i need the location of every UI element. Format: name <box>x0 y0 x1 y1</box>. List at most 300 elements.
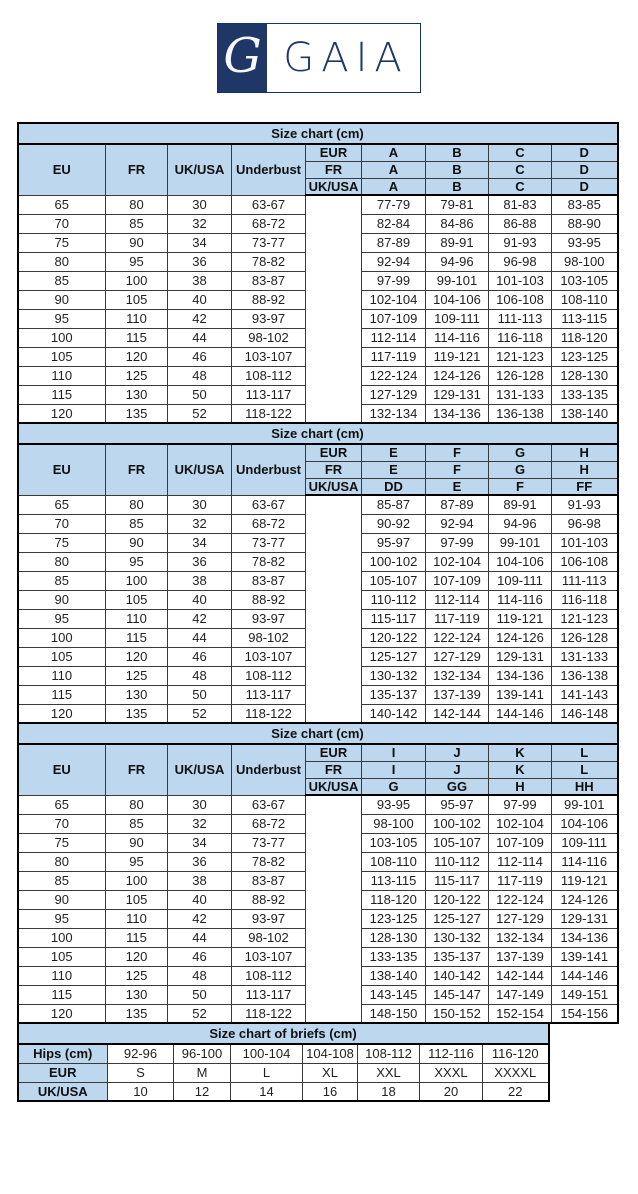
cup-size-header: B <box>426 178 489 195</box>
data-cell: 102-104 <box>426 552 489 571</box>
data-cell: 48 <box>168 366 232 385</box>
data-cell: 140-142 <box>362 704 426 723</box>
cup-size-header: DD <box>362 478 426 495</box>
cup-size-header: A <box>362 161 426 178</box>
cup-size-header: E <box>362 461 426 478</box>
data-cell: 73-77 <box>232 533 306 552</box>
data-cell: XXXXL <box>483 1063 549 1082</box>
data-cell: 88-92 <box>232 890 306 909</box>
data-cell: 135 <box>106 1004 168 1023</box>
data-cell: 100 <box>18 328 106 347</box>
data-cell: 30 <box>168 495 232 514</box>
data-cell: 130 <box>106 985 168 1004</box>
data-cell: 96-98 <box>552 514 618 533</box>
cup-size-header: G <box>489 444 552 461</box>
data-cell: 63-67 <box>232 495 306 514</box>
size-charts <box>17 122 622 1102</box>
cup-size-header: E <box>362 444 426 461</box>
data-cell: 101-103 <box>489 271 552 290</box>
bra-size-chart <box>17 722 619 1024</box>
data-cell: 97-99 <box>362 271 426 290</box>
data-cell: 80 <box>18 852 106 871</box>
data-cell: 120 <box>18 404 106 423</box>
table-row <box>18 495 618 514</box>
data-cell: 34 <box>168 533 232 552</box>
data-cell: 100-104 <box>231 1044 303 1063</box>
data-cell: 52 <box>168 1004 232 1023</box>
data-cell: 95 <box>18 309 106 328</box>
data-cell: 88-90 <box>552 214 618 233</box>
data-cell: 92-94 <box>426 514 489 533</box>
data-cell: 119-121 <box>552 871 618 890</box>
data-cell: 135 <box>106 704 168 723</box>
data-cell: 89-91 <box>426 233 489 252</box>
data-cell: 90 <box>106 233 168 252</box>
data-cell: 42 <box>168 609 232 628</box>
data-cell: 80 <box>106 795 168 814</box>
chart-title: Size chart (cm) <box>18 723 618 744</box>
data-cell: XXL <box>358 1063 420 1082</box>
data-cell: 75 <box>18 533 106 552</box>
column-header: Underbust <box>232 744 306 795</box>
data-cell: 95 <box>106 552 168 571</box>
data-cell: 136-138 <box>552 666 618 685</box>
data-cell: 103-107 <box>232 947 306 966</box>
data-cell: 95 <box>106 252 168 271</box>
data-cell: 118-122 <box>232 704 306 723</box>
data-cell: 87-89 <box>426 495 489 514</box>
chart-title: Size chart (cm) <box>18 123 618 144</box>
data-cell: 105 <box>106 290 168 309</box>
data-cell: 44 <box>168 928 232 947</box>
data-cell: 99-101 <box>552 795 618 814</box>
data-cell: 139-141 <box>489 685 552 704</box>
cup-size-header: F <box>426 444 489 461</box>
data-cell: 36 <box>168 252 232 271</box>
data-cell: 130-132 <box>362 666 426 685</box>
data-cell: 85 <box>18 571 106 590</box>
data-cell: 98-102 <box>232 928 306 947</box>
column-header: EU <box>18 444 106 495</box>
cup-size-header: I <box>362 761 426 778</box>
cup-size-header: GG <box>426 778 489 795</box>
data-cell: 154-156 <box>552 1004 618 1023</box>
table-row <box>18 795 618 814</box>
data-cell: 140-142 <box>426 966 489 985</box>
data-cell: 108-112 <box>232 666 306 685</box>
data-cell: 68-72 <box>232 514 306 533</box>
data-cell: 109-111 <box>489 571 552 590</box>
data-cell: 78-82 <box>232 252 306 271</box>
data-cell: 133-135 <box>362 947 426 966</box>
data-cell: 125 <box>106 666 168 685</box>
column-header: EU <box>18 144 106 195</box>
data-cell: 18 <box>358 1082 420 1101</box>
data-cell: 106-108 <box>489 290 552 309</box>
column-header: FR <box>106 444 168 495</box>
data-cell: 132-134 <box>426 666 489 685</box>
column-header: UK/USA <box>168 444 232 495</box>
data-cell: 68-72 <box>232 814 306 833</box>
data-cell: 126-128 <box>552 628 618 647</box>
data-cell: XXXL <box>420 1063 483 1082</box>
cup-size-header: H <box>552 444 618 461</box>
data-cell: 46 <box>168 647 232 666</box>
data-cell: 110 <box>18 966 106 985</box>
data-cell: 73-77 <box>232 233 306 252</box>
data-cell: 99-101 <box>489 533 552 552</box>
data-cell: 110 <box>106 609 168 628</box>
data-cell: 107-109 <box>489 833 552 852</box>
data-cell: 110-112 <box>426 852 489 871</box>
data-cell: 98-100 <box>552 252 618 271</box>
data-cell: 96-98 <box>489 252 552 271</box>
data-cell: 50 <box>168 385 232 404</box>
data-cell: 90-92 <box>362 514 426 533</box>
data-cell: 112-114 <box>426 590 489 609</box>
data-cell: 46 <box>168 947 232 966</box>
cup-size-header: K <box>489 744 552 761</box>
data-cell: 137-139 <box>426 685 489 704</box>
data-cell: 84-86 <box>426 214 489 233</box>
data-cell: 122-124 <box>489 890 552 909</box>
data-cell: 93-97 <box>232 909 306 928</box>
chart-title: Size chart of briefs (cm) <box>18 1023 549 1044</box>
data-cell: 105 <box>18 647 106 666</box>
data-cell: 125 <box>106 966 168 985</box>
cup-size-header: FF <box>552 478 618 495</box>
data-cell: 100 <box>106 571 168 590</box>
data-cell: 78-82 <box>232 852 306 871</box>
data-cell: 22 <box>483 1082 549 1101</box>
data-cell: 48 <box>168 966 232 985</box>
data-cell: 131-133 <box>552 647 618 666</box>
data-cell: M <box>174 1063 231 1082</box>
data-cell: 113-115 <box>362 871 426 890</box>
data-cell: 105 <box>18 947 106 966</box>
cup-system-label: UK/USA <box>306 478 362 495</box>
data-cell: 38 <box>168 571 232 590</box>
data-cell: 85 <box>18 271 106 290</box>
data-cell: 113-117 <box>232 385 306 404</box>
data-cell: 124-126 <box>426 366 489 385</box>
data-cell: 80 <box>106 495 168 514</box>
data-cell: 118-120 <box>552 328 618 347</box>
data-cell: 115 <box>18 385 106 404</box>
data-cell: 90 <box>106 533 168 552</box>
chart-title-row <box>18 723 618 744</box>
cup-system-label: FR <box>306 761 362 778</box>
data-cell: 123-125 <box>362 909 426 928</box>
cup-system-label: FR <box>306 461 362 478</box>
cup-size-header: A <box>362 144 426 161</box>
data-cell: 81-83 <box>489 195 552 214</box>
cup-size-header: A <box>362 178 426 195</box>
data-cell: 133-135 <box>552 385 618 404</box>
data-cell: 118-122 <box>232 1004 306 1023</box>
logo-monogram-icon <box>218 24 267 92</box>
data-cell: 92-96 <box>108 1044 174 1063</box>
data-cell: 110 <box>18 366 106 385</box>
column-header: UK/USA <box>168 144 232 195</box>
data-cell: 120 <box>18 704 106 723</box>
row-label: UK/USA <box>18 1082 108 1101</box>
data-cell: 122-124 <box>426 628 489 647</box>
data-cell: 42 <box>168 909 232 928</box>
cup-system-label: UK/USA <box>306 778 362 795</box>
data-cell: 105-107 <box>362 571 426 590</box>
data-cell: 117-119 <box>426 609 489 628</box>
data-cell: 117-119 <box>489 871 552 890</box>
data-cell: S <box>108 1063 174 1082</box>
data-cell: 98-102 <box>232 628 306 647</box>
cup-system-label: UK/USA <box>306 178 362 195</box>
data-cell: 94-96 <box>426 252 489 271</box>
data-cell: 30 <box>168 195 232 214</box>
data-cell: 97-99 <box>489 795 552 814</box>
data-cell: 114-116 <box>552 852 618 871</box>
data-cell: 152-154 <box>489 1004 552 1023</box>
data-cell: 50 <box>168 985 232 1004</box>
data-cell: 116-118 <box>489 328 552 347</box>
data-cell: 38 <box>168 271 232 290</box>
data-cell: 129-131 <box>426 385 489 404</box>
data-cell: 100-102 <box>426 814 489 833</box>
data-cell: 85 <box>106 514 168 533</box>
data-cell: 98-100 <box>362 814 426 833</box>
data-cell: 87-89 <box>362 233 426 252</box>
data-cell: 83-85 <box>552 195 618 214</box>
cup-size-header: L <box>552 744 618 761</box>
data-cell: 63-67 <box>232 795 306 814</box>
data-cell: 79-81 <box>426 195 489 214</box>
data-cell: 116-120 <box>483 1044 549 1063</box>
data-cell: 117-119 <box>362 347 426 366</box>
data-cell: 83-87 <box>232 271 306 290</box>
row-label: EUR <box>18 1063 108 1082</box>
data-cell: 113-117 <box>232 985 306 1004</box>
data-cell: 110 <box>18 666 106 685</box>
data-cell: 120-122 <box>426 890 489 909</box>
cup-size-header: J <box>426 744 489 761</box>
data-cell: 110 <box>106 909 168 928</box>
data-cell: 115-117 <box>426 871 489 890</box>
data-cell: 121-123 <box>552 609 618 628</box>
column-header: EU <box>18 744 106 795</box>
table-row <box>18 1044 549 1063</box>
data-cell: 127-129 <box>426 647 489 666</box>
data-cell: 90 <box>18 890 106 909</box>
data-cell: 93-97 <box>232 309 306 328</box>
data-cell: 103-105 <box>362 833 426 852</box>
data-cell: 125-127 <box>426 909 489 928</box>
data-cell: 30 <box>168 795 232 814</box>
data-cell: 128-130 <box>552 366 618 385</box>
data-cell: 42 <box>168 309 232 328</box>
data-cell: 44 <box>168 628 232 647</box>
table-row <box>18 1063 549 1082</box>
data-cell: 111-113 <box>489 309 552 328</box>
data-cell: 118-120 <box>362 890 426 909</box>
data-cell: 85 <box>106 214 168 233</box>
brand-logo <box>217 23 421 93</box>
cup-size-header: H <box>552 461 618 478</box>
data-cell: 134-136 <box>426 404 489 423</box>
data-cell: 93-95 <box>362 795 426 814</box>
data-cell: 127-129 <box>362 385 426 404</box>
data-cell: 129-131 <box>489 647 552 666</box>
cup-size-header: J <box>426 761 489 778</box>
data-cell: 130-132 <box>426 928 489 947</box>
data-cell: 115 <box>106 328 168 347</box>
data-cell: 65 <box>18 495 106 514</box>
data-cell: 138-140 <box>552 404 618 423</box>
data-cell: 90 <box>18 290 106 309</box>
data-cell: 12 <box>174 1082 231 1101</box>
data-cell: 113-117 <box>232 685 306 704</box>
cup-size-header: C <box>489 161 552 178</box>
data-cell: 115 <box>106 928 168 947</box>
cup-size-header: H <box>489 778 552 795</box>
data-cell: 114-116 <box>489 590 552 609</box>
data-cell: 95 <box>18 609 106 628</box>
data-cell: 142-144 <box>426 704 489 723</box>
data-cell: 100-102 <box>362 552 426 571</box>
data-cell: 149-151 <box>552 985 618 1004</box>
table-row <box>18 1082 549 1101</box>
data-cell: 90 <box>106 833 168 852</box>
data-cell: 100 <box>106 271 168 290</box>
cup-size-header: K <box>489 761 552 778</box>
data-cell: 91-93 <box>552 495 618 514</box>
cup-header-row <box>18 144 618 161</box>
empty-label-column <box>306 795 362 1023</box>
data-cell: 95-97 <box>426 795 489 814</box>
data-cell: 134-136 <box>489 666 552 685</box>
data-cell: 108-112 <box>358 1044 420 1063</box>
data-cell: 107-109 <box>426 571 489 590</box>
data-cell: 78-82 <box>232 552 306 571</box>
data-cell: 132-134 <box>362 404 426 423</box>
cup-size-header: D <box>552 144 618 161</box>
data-cell: 115 <box>18 685 106 704</box>
data-cell: 120 <box>106 647 168 666</box>
data-cell: 80 <box>18 252 106 271</box>
data-cell: 95 <box>106 852 168 871</box>
data-cell: 36 <box>168 552 232 571</box>
data-cell: 145-147 <box>426 985 489 1004</box>
data-cell: 120-122 <box>362 628 426 647</box>
bra-size-chart <box>17 122 619 424</box>
data-cell: 116-118 <box>552 590 618 609</box>
data-cell: 139-141 <box>552 947 618 966</box>
data-cell: 100 <box>18 628 106 647</box>
data-cell: 70 <box>18 214 106 233</box>
column-header: FR <box>106 144 168 195</box>
cup-system-label: EUR <box>306 144 362 161</box>
data-cell: 90 <box>18 590 106 609</box>
data-cell: 103-105 <box>552 271 618 290</box>
data-cell: 115 <box>106 628 168 647</box>
data-cell: 131-133 <box>489 385 552 404</box>
cup-size-header: L <box>552 761 618 778</box>
data-cell: 48 <box>168 666 232 685</box>
cup-system-label: EUR <box>306 744 362 761</box>
chart-title-row <box>18 123 618 144</box>
data-cell: 40 <box>168 590 232 609</box>
data-cell: 106-108 <box>552 552 618 571</box>
data-cell: 119-121 <box>426 347 489 366</box>
data-cell: 34 <box>168 233 232 252</box>
data-cell: 99-101 <box>426 271 489 290</box>
data-cell: 40 <box>168 890 232 909</box>
data-cell: 114-116 <box>426 328 489 347</box>
data-cell: 38 <box>168 871 232 890</box>
data-cell: 83-87 <box>232 871 306 890</box>
data-cell: 150-152 <box>426 1004 489 1023</box>
data-cell: 36 <box>168 852 232 871</box>
table-row <box>18 195 618 214</box>
data-cell: 130 <box>106 385 168 404</box>
cup-size-header: G <box>362 778 426 795</box>
data-cell: 16 <box>303 1082 358 1101</box>
data-cell: 120 <box>106 347 168 366</box>
data-cell: 93-97 <box>232 609 306 628</box>
data-cell: 77-79 <box>362 195 426 214</box>
data-cell: 102-104 <box>489 814 552 833</box>
data-cell: 80 <box>106 195 168 214</box>
data-cell: 144-146 <box>489 704 552 723</box>
data-cell: 124-126 <box>489 628 552 647</box>
logo-monogram-letter: G <box>223 27 262 84</box>
cup-header-row <box>18 444 618 461</box>
data-cell: 40 <box>168 290 232 309</box>
data-cell: 126-128 <box>489 366 552 385</box>
data-cell: 143-145 <box>362 985 426 1004</box>
data-cell: 137-139 <box>489 947 552 966</box>
data-cell: 91-93 <box>489 233 552 252</box>
cup-size-header: B <box>426 144 489 161</box>
data-cell: 94-96 <box>489 514 552 533</box>
data-cell: 65 <box>18 195 106 214</box>
data-cell: 115 <box>18 985 106 1004</box>
data-cell: 147-149 <box>489 985 552 1004</box>
data-cell: 135-137 <box>426 947 489 966</box>
data-cell: XL <box>303 1063 358 1082</box>
data-cell: 75 <box>18 833 106 852</box>
data-cell: 80 <box>18 552 106 571</box>
data-cell: 100 <box>18 928 106 947</box>
data-cell: 144-146 <box>552 966 618 985</box>
cup-size-header: HH <box>552 778 618 795</box>
data-cell: 111-113 <box>552 571 618 590</box>
data-cell: 86-88 <box>489 214 552 233</box>
data-cell: 95 <box>18 909 106 928</box>
data-cell: 127-129 <box>489 909 552 928</box>
cup-system-label: EUR <box>306 444 362 461</box>
data-cell: 50 <box>168 685 232 704</box>
data-cell: 102-104 <box>362 290 426 309</box>
chart-title: Size chart (cm) <box>18 423 618 444</box>
data-cell: 10 <box>108 1082 174 1101</box>
data-cell: 104-108 <box>303 1044 358 1063</box>
data-cell: 119-121 <box>489 609 552 628</box>
data-cell: L <box>231 1063 303 1082</box>
data-cell: 96-100 <box>174 1044 231 1063</box>
empty-label-column <box>306 195 362 423</box>
data-cell: 112-114 <box>489 852 552 871</box>
data-cell: 105 <box>18 347 106 366</box>
